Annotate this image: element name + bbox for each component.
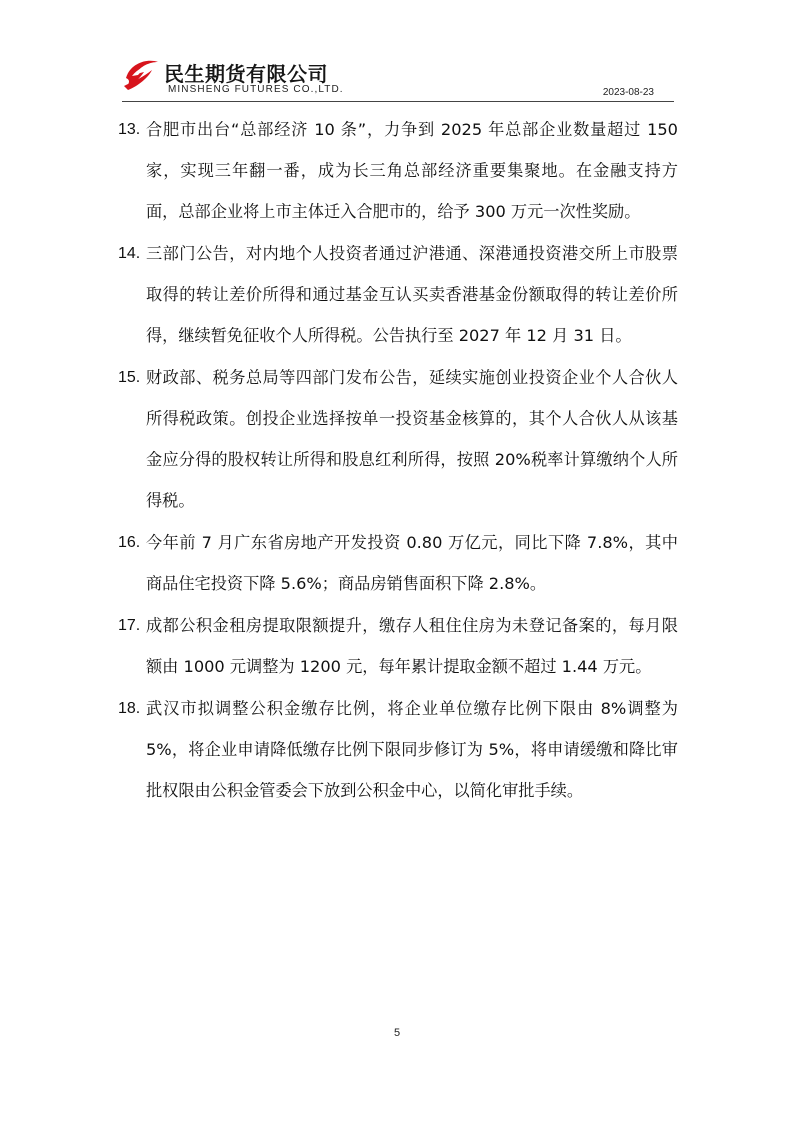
header-divider	[122, 101, 674, 102]
item-number: 18.	[118, 700, 141, 717]
page-number: 5	[393, 1027, 401, 1039]
item-number: 16.	[118, 534, 141, 551]
item-number: 13.	[118, 121, 141, 138]
item-text: 成都公积金租房提取限额提升，缴存人租住住房为未登记备案的，每月限额由 1000 元调整为 1200 元，每年累计提取金额不超过 1.44 万元。	[146, 616, 678, 676]
news-list	[118, 109, 678, 812]
item-text: 合肥市出台“总部经济 10 条”，力争到 2025 年总部企业数量超过 150 家，实现三年翻一番，成为长三角总部经济重要集聚地。在金融支持方面，总部企业将上市主体迁入合肥市的，给予 300 万元一次性奖励。	[146, 120, 678, 221]
news-item	[118, 688, 678, 811]
news-item	[118, 605, 678, 687]
page-header	[122, 50, 674, 102]
item-text: 三部门公告，对内地个人投资者通过沪港通、深港通投资港交所上市股票取得的转让差价所得和通过基金互认买卖香港基金份额取得的转让差价所得，继续暂免征收个人所得税。公告执行至 2027 年 12 月 31 日。	[146, 244, 678, 345]
item-text: 武汉市拟调整公积金缴存比例，将企业单位缴存比例下限由 8%调整为 5%，将企业申请降低缴存比例下限同步修订为 5%，将申请缓缴和降比审批权限由公积金管委会下放到公积金中心，以简化审批手续。	[146, 699, 678, 800]
item-text: 今年前 7 月广东省房地产开发投资 0.80 万亿元，同比下降 7.8%，其中商品住宅投资下降 5.6%；商品房销售面积下降 2.8%。	[146, 533, 678, 593]
brand-name-cn: 民生期货有限公司	[164, 62, 328, 86]
item-number: 17.	[118, 617, 141, 634]
minsheng-logo-icon	[122, 56, 160, 92]
item-number: 14.	[118, 245, 141, 262]
brand-name-en: MINSHENG FUTURES CO.,LTD.	[168, 84, 344, 95]
news-item	[118, 109, 678, 232]
item-text: 财政部、税务总局等四部门发布公告，延续实施创业投资企业个人合伙人所得税政策。创投企业选择按单一投资基金核算的，其个人合伙人从该基金应分得的股权转让所得和股息红利所得，按照 20%税率计算缴纳个人所得税。	[146, 368, 678, 510]
item-number: 15.	[118, 369, 141, 386]
report-date: 2023-08-23	[602, 87, 654, 98]
news-item	[118, 233, 678, 356]
news-item	[118, 357, 678, 521]
news-item	[118, 522, 678, 604]
